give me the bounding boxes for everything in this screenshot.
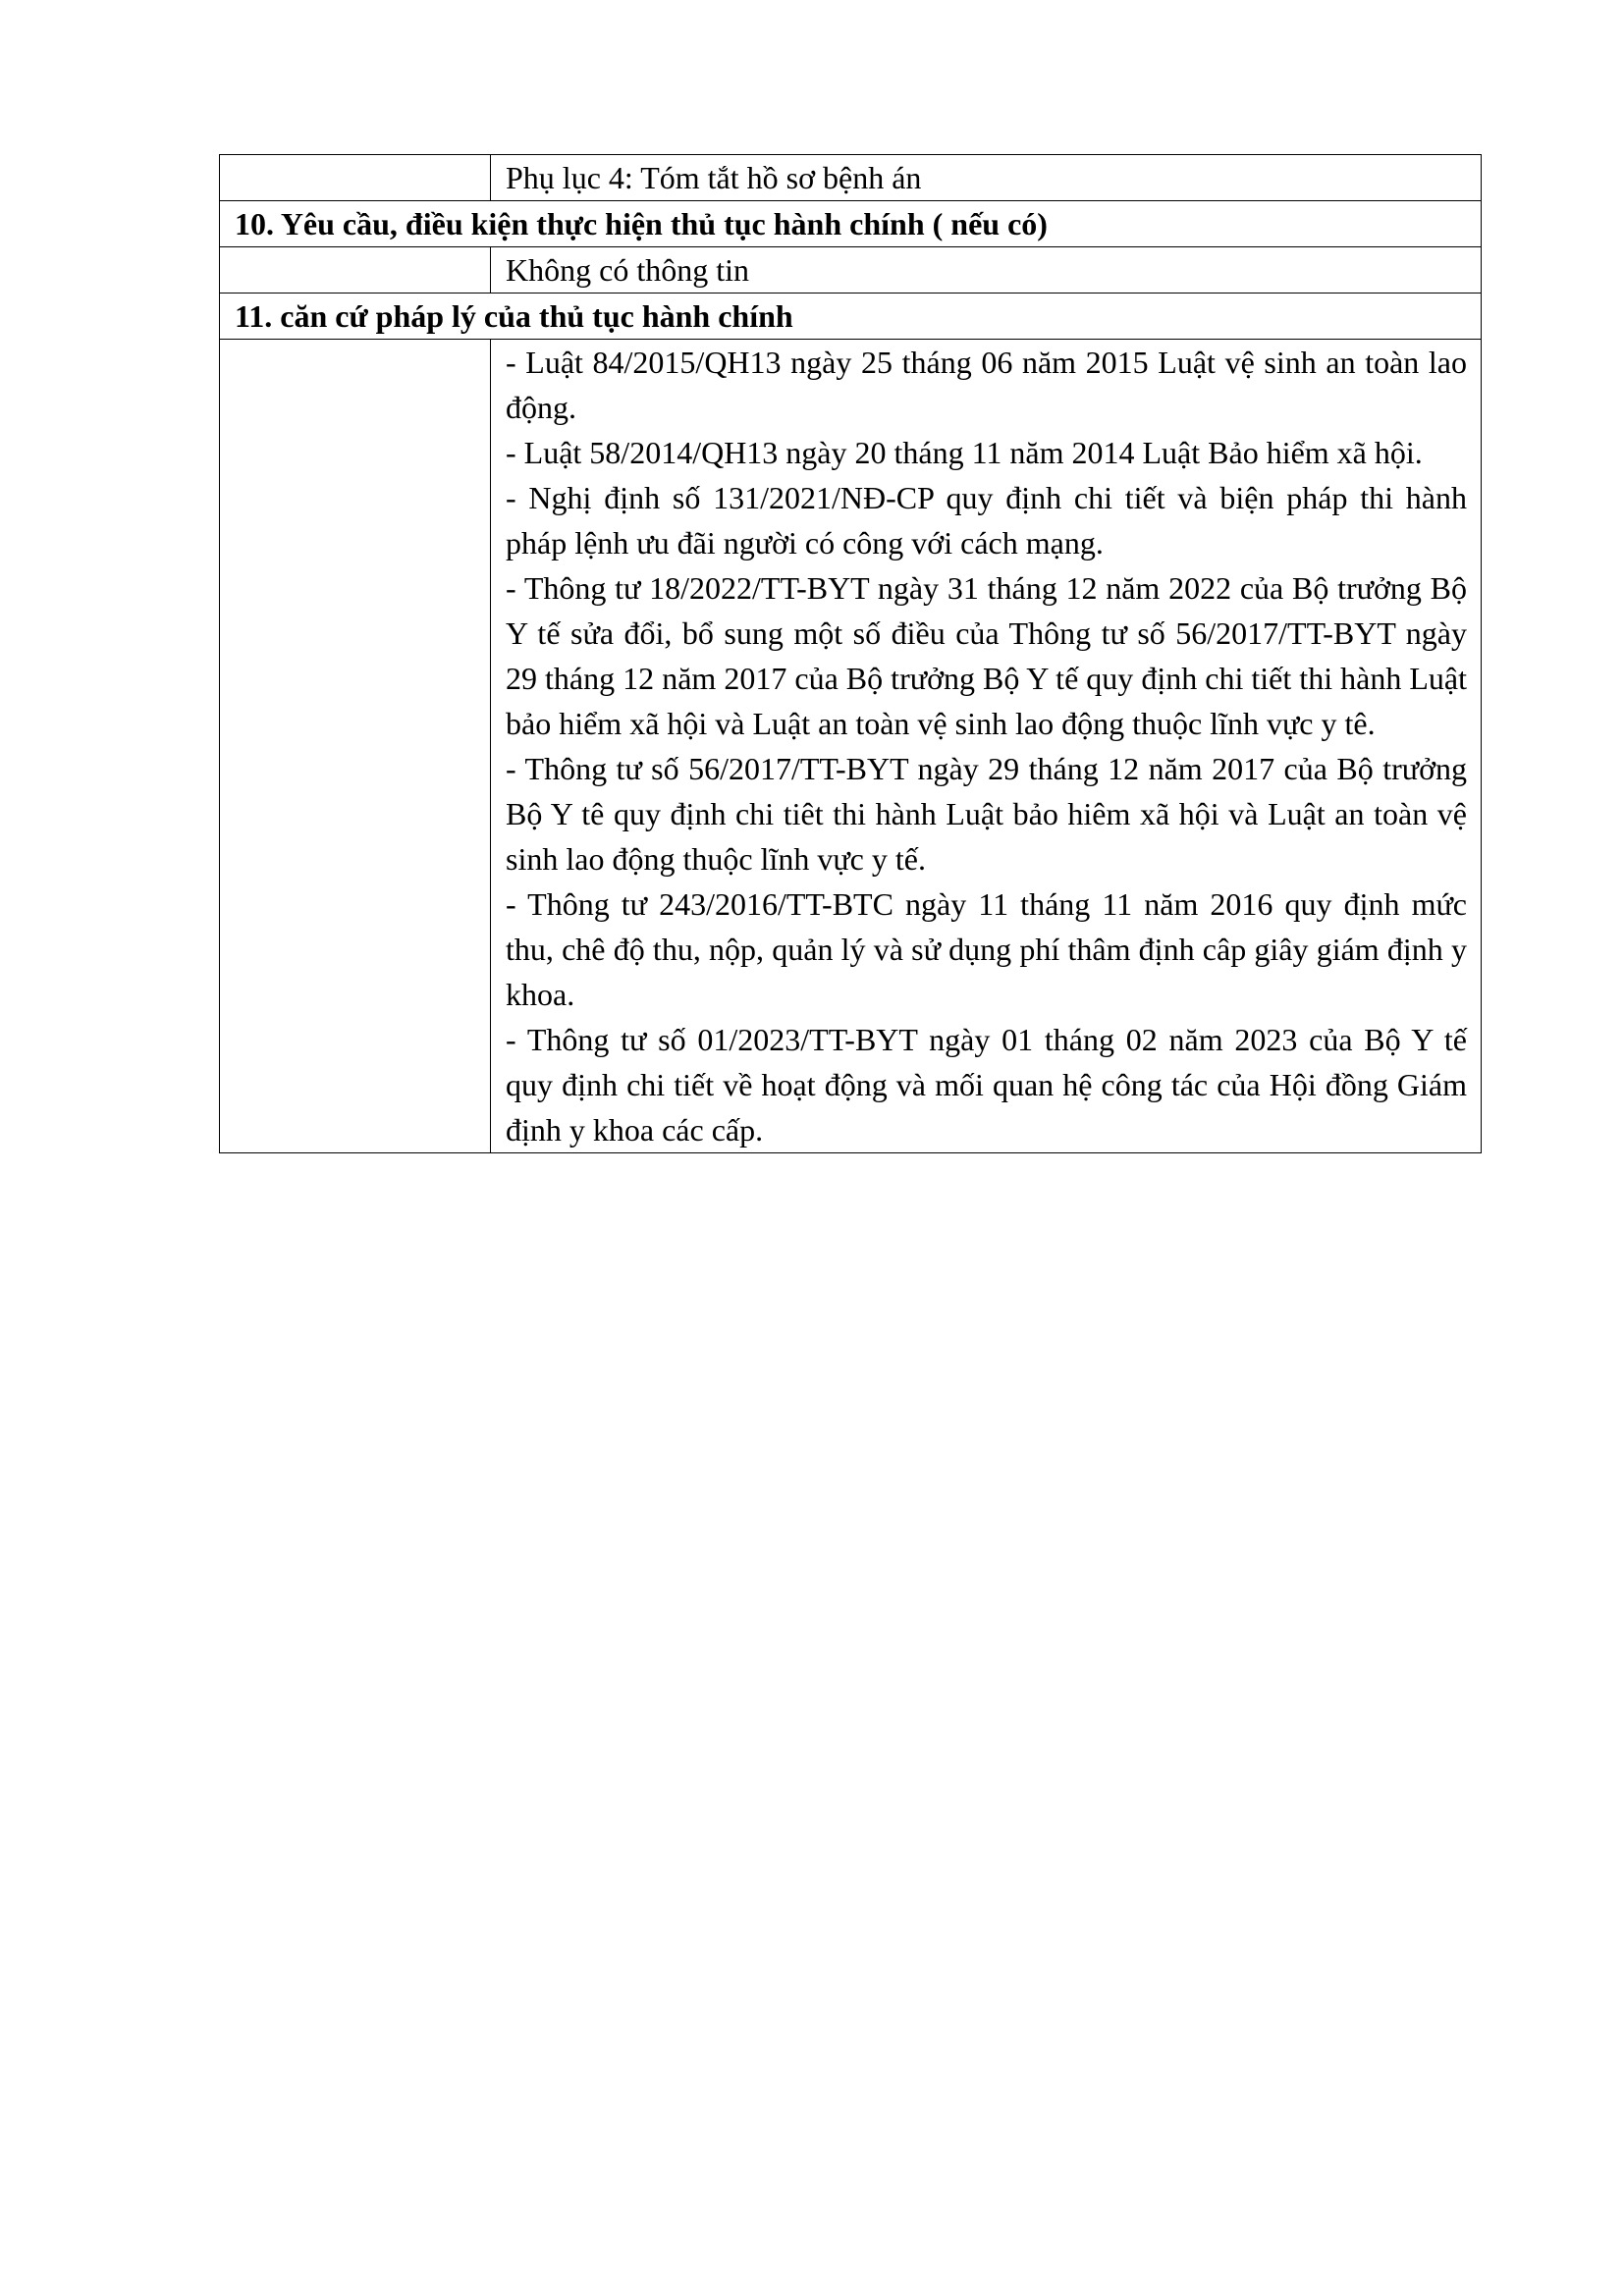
table-row-section10-value xyxy=(220,247,1482,294)
appendix-cell xyxy=(491,155,1482,201)
section11-heading: 11. căn cứ pháp lý của thủ tục hành chính xyxy=(235,298,793,334)
legal-basis-item: - Nghị định số 131/2021/NĐ-CP quy định chi tiết và biện pháp thi hành pháp lệnh ưu đãi người có công với cách mạng. xyxy=(506,480,1467,561)
section11-heading-cell xyxy=(220,294,1482,340)
appendix-text: Phụ lục 4: Tóm tắt hồ sơ bệnh án xyxy=(506,160,922,195)
left-cell-empty xyxy=(220,155,491,201)
table-row-section11-items xyxy=(220,340,1482,1153)
legal-basis-item: - Thông tư 18/2022/TT-BYT ngày 31 tháng 12 năm 2022 của Bộ trưởng Bộ Y tế sửa đổi, bổ sung một số điều của Thông tư số 56/2017/TT-BYT ngày 29 tháng 12 năm 2017 của Bộ trưởng Bộ Y tế quy định chi tiết thi hành Luật bảo hiểm xã hội và Luật an toàn vệ sinh lao động thuộc lĩnh vực y tê. xyxy=(506,570,1467,741)
left-cell-empty xyxy=(220,340,491,1153)
table-row-section10-heading xyxy=(220,201,1482,247)
legal-basis-item: - Thông tư 243/2016/TT-BTC ngày 11 tháng 11 năm 2016 quy định mức thu, chê độ thu, nộp, quản lý và sử dụng phí thâm định câp giây giám định y khoa. xyxy=(506,886,1467,1012)
table-row-section11-heading xyxy=(220,294,1482,340)
left-cell-empty xyxy=(220,247,491,294)
section10-heading: 10. Yêu cầu, điều kiện thực hiện thủ tục hành chính ( nếu có) xyxy=(235,206,1048,241)
legal-basis-item: - Luật 58/2014/QH13 ngày 20 tháng 11 năm 2014 Luật Bảo hiểm xã hội. xyxy=(506,435,1423,470)
table-row-appendix xyxy=(220,155,1482,201)
legal-basis-item: - Thông tư số 01/2023/TT-BYT ngày 01 tháng 02 năm 2023 của Bộ Y tế quy định chi tiết về hoạt động và mối quan hệ công tác của Hội đồng Giám định y khoa các cấp. xyxy=(506,1022,1467,1148)
legal-basis-cell xyxy=(491,340,1482,1153)
section10-value: Không có thông tin xyxy=(506,252,749,288)
section10-heading-cell xyxy=(220,201,1482,247)
legal-basis-item: - Luật 84/2015/QH13 ngày 25 tháng 06 năm 2015 Luật vệ sinh an toàn lao động. xyxy=(506,345,1467,425)
section10-value-cell xyxy=(491,247,1482,294)
legal-basis-item: - Thông tư số 56/2017/TT-BYT ngày 29 tháng 12 năm 2017 của Bộ trưởng Bộ Y tê quy định chi tiêt thi hành Luật bảo hiêm xã hội và Luật an toàn vệ sinh lao động thuộc lĩnh vực y tế. xyxy=(506,751,1467,877)
procedure-table xyxy=(219,154,1482,1153)
